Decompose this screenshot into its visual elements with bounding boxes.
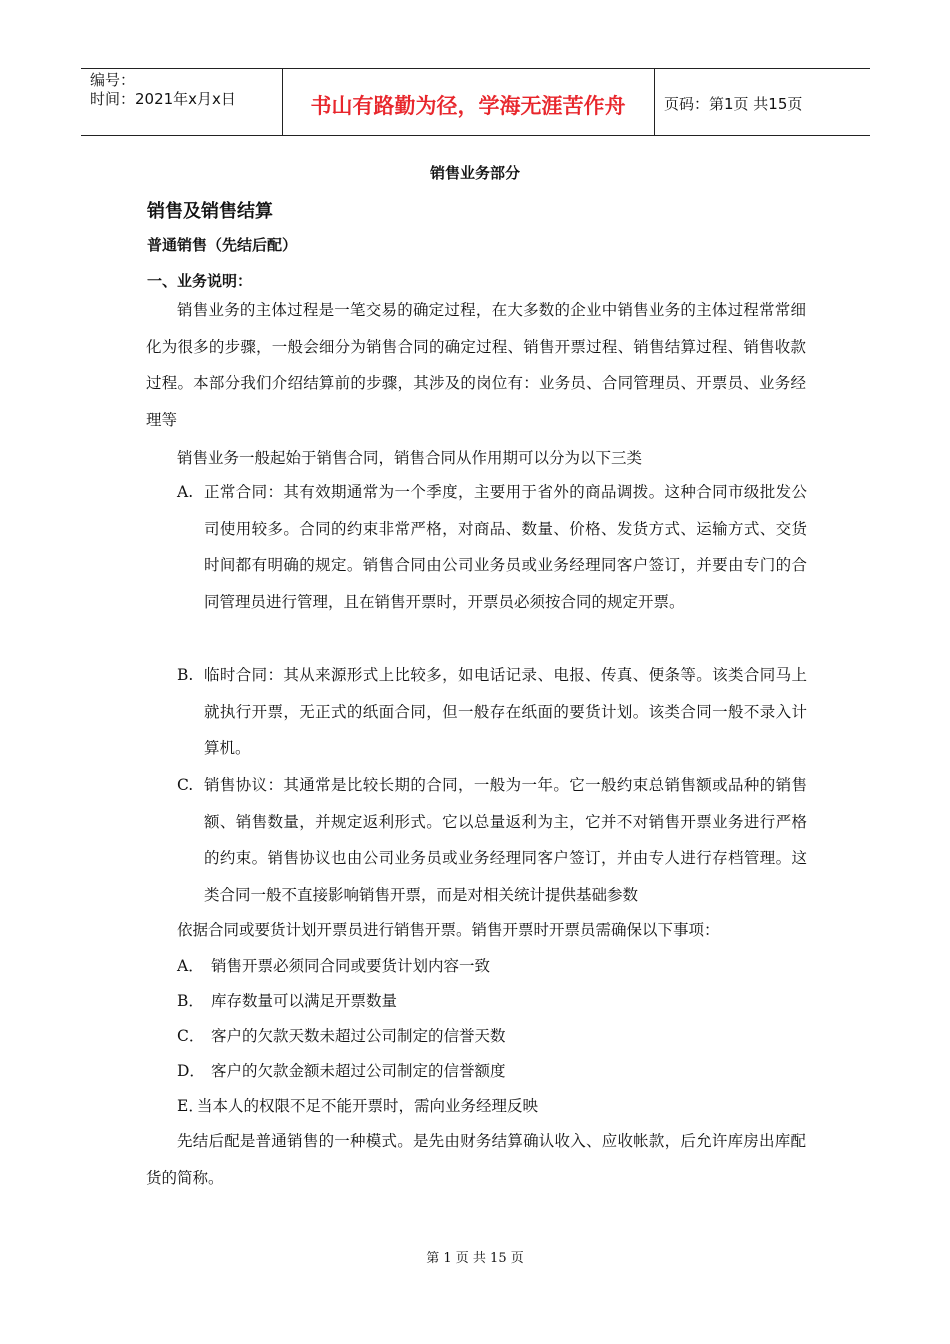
header-top-rule <box>81 68 870 69</box>
header-motto: 书山有路勤为径，学海无涯苦作舟 <box>310 94 626 118</box>
contract-type-item <box>177 767 807 913</box>
list-item-text: 销售开票必须同合同或要货计划内容一致 <box>211 957 491 975</box>
header-time-label: 时间：2021年x月x日 <box>90 90 236 108</box>
part-heading: 一、业务说明： <box>147 272 253 290</box>
list-item-text: 销售协议：其通常是比较长期的合同，一般为一年。它一般约束总销售额或品种的销售额、销售数量，并规定返利形式。它以总量返利为主，它并不对销售开票业务进行严格的约束。销售协议也由公司业务员或业务经理同客户签订，并由专人进行存档管理。这类合同一般不直接影响销售开票，而是对相关统计提供基础参数 <box>204 776 807 904</box>
header-divider-right <box>654 68 655 136</box>
list-item-text: 正常合同：其有效期通常为一个季度，主要用于省外的商品调拨。这种合同市级批发公司使用较多。合同的约束非常严格，对商品、数量、价格、发货方式、运输方式、交货时间都有明确的规定。销售合同由公司业务员或业务经理同客户签订，并要由专门的合同管理员进行管理，且在销售开票时，开票员必须按合同的规定开票。 <box>204 483 807 611</box>
billing-item <box>177 1026 506 1046</box>
section-heading: 销售及销售结算 <box>147 201 273 222</box>
contract-type-item <box>177 474 807 620</box>
intro-paragraph: 销售业务的主体过程是一笔交易的确定过程，在大多数的企业中销售业务的主体过程常常细化为很多的步骤，一般会细分为销售合同的确定过程、销售开票过程、销售结算过程、销售收款过程。本部分我们介绍结算前的步骤，其涉及的岗位有：业务员、合同管理员、开票员、业务经理等 <box>146 301 806 429</box>
header-meta <box>90 71 236 109</box>
sub-heading: 普通销售（先结后配） <box>147 236 298 254</box>
billing-item <box>177 991 397 1011</box>
list-marker: B． <box>177 992 204 1010</box>
list-item-text: 客户的欠款金额未超过公司制定的信誉额度 <box>211 1062 506 1080</box>
document-title: 销售业务部分 <box>429 164 520 182</box>
header-bottom-rule <box>81 135 870 136</box>
closing-paragraph: 先结后配是普通销售的一种模式。是先由财务结算确认收入、应收帐款，后允许库房出库配货的简称。 <box>146 1132 806 1187</box>
list-item-text: 临时合同：其从来源形式上比较多，如电话记录、电报、传真、便条等。该类合同马上就执行开票，无正式的纸面合同，但一般存在纸面的要货计划。该类合同一般不录入计算机。 <box>204 666 807 757</box>
header-number-label: 编号： <box>90 71 136 89</box>
billing-intro: 依据合同或要货计划开票员进行销售开票。销售开票时开票员需确保以下事项： <box>177 921 720 939</box>
billing-item <box>177 1061 506 1081</box>
header-page-info: 页码：第1页 共15页 <box>664 95 803 113</box>
list-marker: C. <box>177 776 194 794</box>
list-item-text: 当本人的权限不足不能开票时，需向业务经理反映 <box>197 1097 539 1115</box>
list-item-text: 客户的欠款天数未超过公司制定的信誉天数 <box>211 1027 506 1045</box>
page-footer: 第 1 页 共 15 页 <box>426 1251 524 1266</box>
list-marker: A． <box>177 957 204 975</box>
list-marker: C． <box>177 1027 205 1045</box>
list-marker: E． <box>177 1097 204 1115</box>
list-marker: B. <box>177 666 194 684</box>
list-item-text: 库存数量可以满足开票数量 <box>211 992 398 1010</box>
billing-item <box>177 1096 538 1116</box>
list-marker: D． <box>177 1062 205 1080</box>
contract-intro: 销售业务一般起始于销售合同，销售合同从作用期可以分为以下三类 <box>177 449 643 467</box>
contract-type-item <box>177 657 807 767</box>
billing-item <box>177 956 490 976</box>
list-marker: A. <box>177 483 194 501</box>
